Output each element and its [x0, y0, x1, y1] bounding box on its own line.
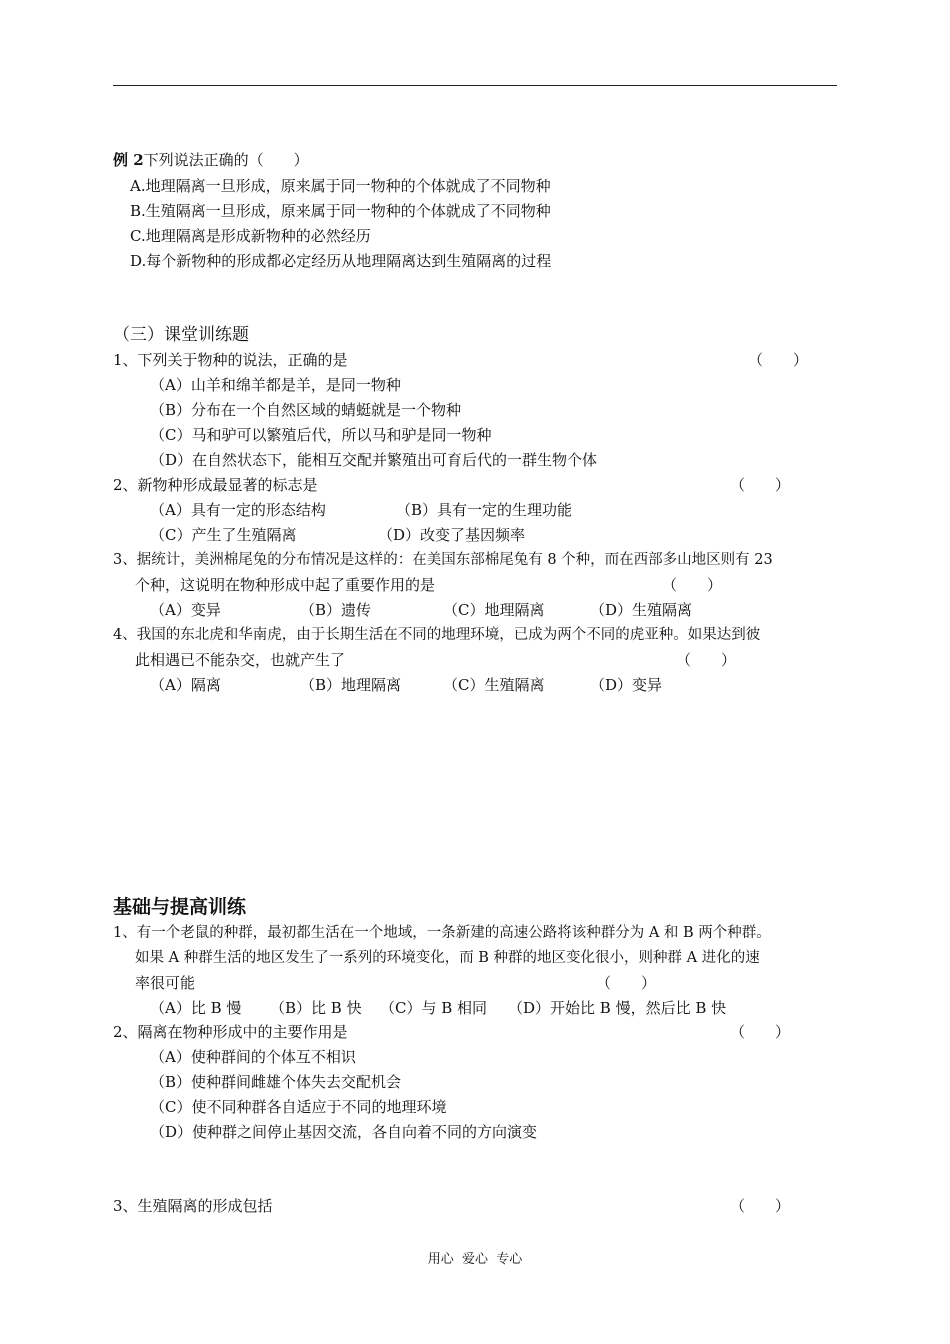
t-q1-line3: 率很可能	[135, 974, 196, 992]
t-q3-answer-blank: （ ）	[730, 1197, 791, 1215]
s3-q4-option-c: （C）生殖隔离	[443, 676, 545, 694]
s3-q3-option-a: （A）变异	[150, 601, 221, 619]
s3-q1-option-d: （D）在自然状态下，能相互交配并繁殖出可育后代的一群生物个体	[150, 451, 598, 469]
t-q2-option-b: （B）使种群间雌雄个体失去交配机会	[150, 1073, 402, 1091]
example2-option-c: C.地理隔离是形成新物种的必然经历	[130, 227, 371, 245]
s3-q4-option-b: （B）地理隔离	[300, 676, 402, 694]
s3-q1-answer-blank: （ ）	[748, 351, 809, 369]
s3-q1-option-a: （A）山羊和绵羊都是羊，是同一物种	[150, 376, 401, 394]
s3-q3-line2: 个种，这说明在物种形成中起了重要作用的是	[135, 576, 436, 594]
header-rule	[113, 85, 837, 86]
t-q1-answer-blank: （ ）	[596, 974, 657, 992]
s3-q4-answer-blank: （ ）	[676, 651, 737, 669]
t-q2-option-a: （A）使种群间的个体互不相识	[150, 1048, 356, 1066]
t-q1-option-a: （A）比 B 慢	[150, 999, 242, 1017]
t-q1-option-b: （B）比 B 快	[270, 999, 362, 1017]
page-footer: 用心 爱心 专心	[427, 1252, 523, 1267]
s3-q2-option-b: （B）具有一定的生理功能	[396, 501, 573, 519]
example2-stem: 下列说法正确的（ ）	[143, 151, 309, 169]
s3-q4-option-d: （D）变异	[590, 676, 663, 694]
t-q1-option-d: （D）开始比 B 慢，然后比 B 快	[508, 999, 727, 1017]
s3-q2-option-d: （D）改变了基因频率	[378, 526, 526, 544]
s3-q3-option-b: （B）遗传	[300, 601, 372, 619]
t-q2-option-c: （C）使不同种群各自适应于不同的地理环境	[150, 1098, 447, 1116]
s3-q3-option-d: （D）生殖隔离	[590, 601, 693, 619]
t-q3-stem: 3、生殖隔离的形成包括	[113, 1197, 273, 1215]
s3-q3-answer-blank: （ ）	[662, 576, 723, 594]
s3-q2-stem: 2、新物种形成最显著的标志是	[113, 476, 318, 494]
s3-q2-option-a: （A）具有一定的形态结构	[150, 501, 326, 519]
s3-q1-option-c: （C）马和驴可以繁殖后代，所以马和驴是同一物种	[150, 426, 492, 444]
s3-q4-line2: 此相遇已不能杂交，也就产生了	[135, 651, 346, 669]
s3-q1-stem: 1、下列关于物种的说法，正确的是	[113, 351, 348, 369]
t-q2-option-d: （D）使种群之间停止基因交流，各自向着不同的方向演变	[150, 1123, 538, 1141]
t-q1-line1: 1、有一个老鼠的种群，最初都生活在一个地域，一条新建的高速公路将该种群分为 A 和 B 两个种群。	[113, 925, 771, 941]
s3-q2-answer-blank: （ ）	[730, 476, 791, 494]
section3-title: （三）课堂训练题	[113, 325, 249, 345]
t-q2-answer-blank: （ ）	[730, 1023, 791, 1041]
example2-question	[113, 150, 309, 170]
example2-option-d: D.每个新物种的形成都必定经历从地理隔离达到生殖隔离的过程	[130, 252, 552, 270]
s3-q3-option-c: （C）地理隔离	[443, 601, 545, 619]
s3-q4-line1: 4、我国的东北虎和华南虎，由于长期生活在不同的地理环境，已成为两个不同的虎亚种。如果达到彼	[113, 627, 761, 643]
example2-option-b: B.生殖隔离一旦形成，原来属于同一物种的个体就成了不同物种	[130, 202, 551, 220]
s3-q3-line1: 3、据统计，美洲棉尾兔的分布情况是这样的：在美国东部棉尾兔有 8 个种，而在西部多山地区则有 23	[113, 552, 773, 568]
t-q1-option-c: （C）与 B 相同	[380, 999, 488, 1017]
example2-label: 例 2	[113, 151, 144, 169]
s3-q4-option-a: （A）隔离	[150, 676, 221, 694]
s3-q1-option-b: （B）分布在一个自然区域的蜻蜓就是一个物种	[150, 401, 462, 419]
training-title: 基础与提高训练	[113, 896, 247, 918]
s3-q2-option-c: （C）产生了生殖隔离	[150, 526, 297, 544]
t-q1-line2: 如果 A 种群生活的地区发生了一系列的环境变化，而 B 种群的地区变化很小，则种群 A 进化的速	[135, 950, 760, 966]
example2-option-a: A.地理隔离一旦形成，原来属于同一物种的个体就成了不同物种	[130, 177, 551, 195]
t-q2-stem: 2、隔离在物种形成中的主要作用是	[113, 1023, 348, 1041]
